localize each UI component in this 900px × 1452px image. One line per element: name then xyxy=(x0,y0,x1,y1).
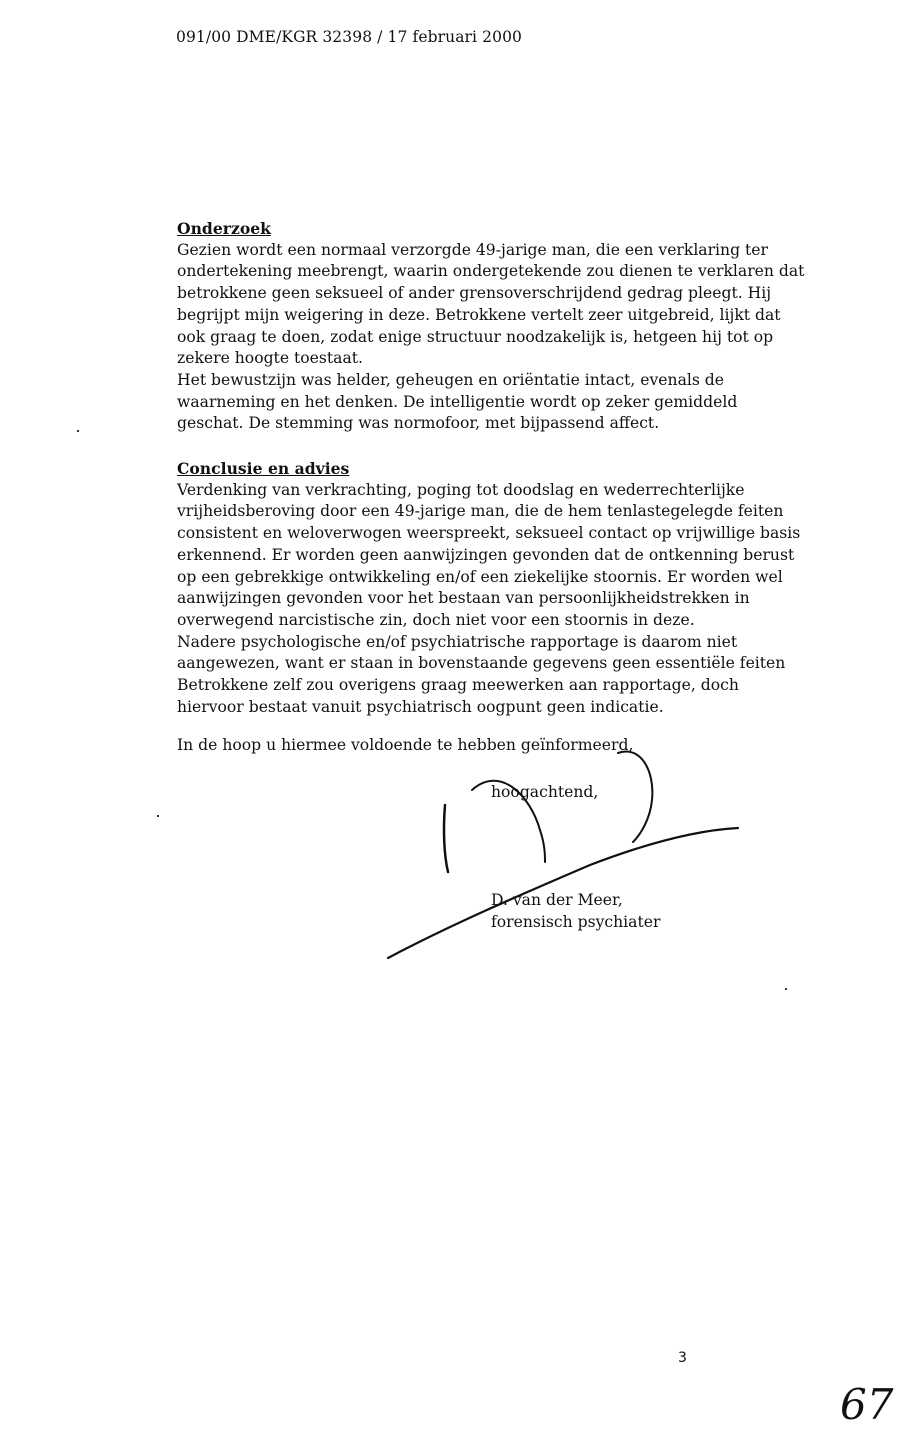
paragraph-line: hiervoor bestaat vanuit psychiatrisch oogpunt geen indicatie. xyxy=(177,697,664,716)
signer-title: forensisch psychiater xyxy=(491,912,661,931)
paragraph-line: aangewezen, want er staan in bovenstaande gegevens geen essentiële feiten xyxy=(177,654,786,673)
page-number: 3 xyxy=(678,1350,687,1366)
paragraph-line: ondertekening meebrengt, waarin ondergetekende zou dienen te verklaren dat xyxy=(177,262,805,281)
paragraph-line: erkennend. Er worden geen aanwijzingen gevonden dat de ontkenning berust xyxy=(177,545,795,564)
greeting: hoogachtend, xyxy=(491,783,599,801)
paragraph-line: consistent en weloverwogen weerspreekt, seksueel contact op vrijwillige basis xyxy=(177,524,801,543)
paragraph-line: waarneming en het denken. De intelligentie wordt op zeker gemiddeld xyxy=(177,392,738,411)
paragraph-line: Nadere psychologische en/of psychiatrische rapportage is daarom niet xyxy=(177,632,738,651)
paragraph-line: vrijheidsberoving door een 49-jarige man, die de hem tenlastegelegde feiten xyxy=(177,502,784,521)
handwritten-page-number: 67 xyxy=(840,1380,894,1429)
signer-block xyxy=(491,890,660,933)
section-heading: Onderzoek xyxy=(177,219,271,238)
closing-sentence: In de hoop u hiermee voldoende te hebben geïnformeerd, xyxy=(177,736,634,754)
paragraph-line: Gezien wordt een normaal verzorgde 49-jarige man, die een verklaring ter xyxy=(177,240,768,259)
paragraph-line: Verdenking van verkrachting, poging tot doodslag en wederrechterlijke xyxy=(177,480,745,499)
signature-stroke xyxy=(444,805,448,872)
document-reference: 091/00 DME/KGR 32398 / 17 februari 2000 xyxy=(176,28,522,46)
signer-name: D. van der Meer, xyxy=(491,891,623,909)
signature-stroke xyxy=(618,751,652,842)
scan-speck xyxy=(157,815,159,817)
section-onderzoek xyxy=(177,218,805,435)
section-conclusie-en-advies xyxy=(177,458,801,718)
section-heading: Conclusie en advies xyxy=(177,459,350,478)
paragraph-line: geschat. De stemming was normofoor, met bijpassend affect. xyxy=(177,414,660,433)
paragraph-line: overwegend narcistische zin, doch niet voor een stoornis in deze. xyxy=(177,610,695,629)
paragraph-line: betrokkene geen seksueel of ander grensoverschrijdend gedrag pleegt. Hij xyxy=(177,284,772,303)
scan-speck xyxy=(785,988,787,990)
paragraph-line: begrijpt mijn weigering in deze. Betrokkene vertelt zeer uitgebreid, lijkt dat xyxy=(177,305,781,324)
paragraph-line: aanwijzingen gevonden voor het bestaan van persoonlijkheidstrekken in xyxy=(177,589,750,608)
scan-speck xyxy=(77,430,79,432)
paragraph-line: ook graag te doen, zodat enige structuur noodzakelijk is, hetgeen hij tot op xyxy=(177,327,774,346)
paragraph-line: Betrokkene zelf zou overigens graag meewerken aan rapportage, doch xyxy=(177,676,739,695)
paragraph-line: Het bewustzijn was helder, geheugen en oriëntatie intact, evenals de xyxy=(177,370,725,389)
paragraph-line: op een gebrekkige ontwikkeling en/of een ziekelijke stoornis. Er worden wel xyxy=(177,567,783,586)
paragraph-line: zekere hoogte toestaat. xyxy=(177,349,363,368)
